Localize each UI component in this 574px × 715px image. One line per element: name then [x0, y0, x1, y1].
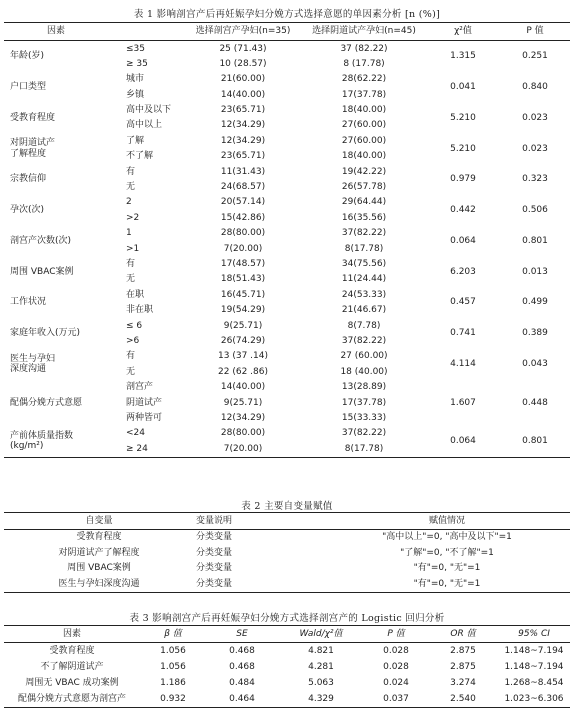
tolac-cell: 11(24.44) [341, 274, 387, 285]
ci-cell: 1.023~6.306 [504, 693, 564, 704]
factor-cell: 剖宫产次数(次) [10, 235, 72, 246]
table-row [4, 133, 570, 148]
p-cell: 0.037 [383, 693, 409, 704]
table3-header-row [4, 626, 570, 643]
tolac-cell: 28(62.22) [341, 74, 387, 85]
sub-cell: 阴道试产 [126, 397, 163, 408]
sub-cell: ≥ 24 [126, 443, 148, 454]
table-row [4, 226, 570, 241]
cesarean-cell: 11(31.43) [220, 166, 266, 177]
tolac-cell: 24(53.33) [341, 289, 387, 300]
ci-cell: 1.148~7.194 [504, 645, 564, 656]
chi-cell: 0.064 [450, 235, 476, 246]
sub-cell: ≤35 [126, 43, 145, 54]
p-cell: 0.499 [522, 297, 548, 308]
table3-header-ci: 95% CI [518, 628, 550, 639]
assignment-cell: "有"=0, "无"=1 [413, 563, 481, 574]
table1-header-row [4, 23, 570, 41]
sub-cell: 有 [126, 258, 136, 269]
chi-cell: 0.041 [450, 82, 476, 92]
sub-cell: 1 [126, 228, 132, 239]
p-cell: 0.023 [522, 112, 548, 123]
factor-cell: 不了解阴道试产 [40, 661, 104, 672]
table1-header-cesarean: 选择剖宫产孕妇(n=35) [195, 26, 291, 37]
wald-cell: 5.063 [308, 677, 334, 688]
p-cell: 0.323 [522, 174, 548, 185]
sub-cell: 不了解 [126, 151, 154, 162]
tolac-cell: 34(75.56) [341, 258, 387, 269]
sub-cell: 高中以上 [126, 120, 163, 131]
tolac-cell: 27 (60.00) [340, 351, 388, 362]
sub-cell: 无 [126, 182, 136, 193]
se-cell: 0.484 [229, 677, 255, 688]
table1-header-p: P 值 [526, 26, 544, 37]
or-cell: 3.274 [450, 677, 476, 688]
cesarean-cell: 20(57.14) [220, 197, 266, 208]
cesarean-cell: 12(34.29) [220, 120, 266, 131]
cesarean-cell: 28(80.00) [220, 228, 266, 239]
cesarean-cell: 22 (62 .86) [218, 366, 268, 377]
sub-cell: >6 [126, 335, 140, 346]
chi-cell: 1.315 [450, 51, 476, 62]
p-cell: 0.801 [522, 435, 548, 446]
or-cell: 2.875 [450, 645, 476, 656]
cesarean-cell: 12(34.29) [220, 412, 266, 423]
factor-cell: 周围无 VBAC 成功案例 [25, 677, 119, 688]
tolac-cell: 37 (82.22) [340, 43, 388, 54]
p-cell: 0.801 [522, 235, 548, 246]
sub-cell: 有 [126, 351, 136, 362]
tolac-cell: 17(37.78) [341, 89, 387, 100]
table-row [4, 103, 570, 118]
tolac-cell: 26(57.78) [341, 182, 387, 193]
tolac-cell: 8(17.78) [344, 243, 384, 254]
variable-cell: 医生与孕妇深度沟通 [58, 579, 140, 589]
chi-cell: 6.203 [450, 266, 476, 277]
sub-cell: 两种皆可 [126, 412, 163, 423]
cesarean-cell: 7(20.00) [223, 243, 263, 254]
tolac-cell: 17(37.78) [341, 397, 387, 408]
table3-header-p: P 值 [387, 628, 405, 639]
table-row [4, 72, 570, 87]
ci-cell: 1.268~8.454 [504, 677, 564, 688]
sub-cell: 有 [126, 166, 136, 177]
factor-cell: 宗教信仰 [10, 174, 47, 185]
p-cell: 0.028 [383, 645, 409, 656]
tolac-cell: 27(60.00) [341, 120, 387, 131]
table1-header-chi: χ²值 [454, 26, 472, 37]
tolac-cell: 37(82.22) [341, 428, 387, 439]
tolac-cell: 8(17.78) [344, 443, 384, 454]
tolac-cell: 18(40.00) [341, 105, 387, 116]
tolac-cell: 37(82.22) [341, 228, 387, 239]
tolac-cell: 29(64.44) [341, 197, 387, 208]
table-row [4, 380, 570, 395]
assignment-cell: "了解"=0, "不了解"=1 [400, 547, 494, 558]
table-row [4, 643, 570, 660]
sub-cell: 乡镇 [126, 89, 145, 100]
p-cell: 0.840 [522, 82, 548, 92]
tolac-cell: 19(42.22) [341, 166, 387, 177]
table-row [4, 691, 570, 708]
tolac-cell: 13(28.89) [341, 382, 387, 393]
tolac-cell: 8 (17.78) [343, 58, 385, 69]
cesarean-cell: 18(51.43) [220, 274, 266, 285]
cesarean-cell: 26(74.29) [220, 335, 266, 346]
sub-cell: 2 [126, 197, 132, 208]
factor-cell [4, 133, 108, 164]
factor-line: 医生与孕妇 [10, 353, 56, 364]
table2-caption: 表 2 主要自变量赋值 [241, 501, 333, 512]
wald-cell: 4.821 [308, 645, 334, 656]
cesarean-cell: 21(60.00) [220, 74, 266, 85]
table3-caption: 表 3 影响剖宫产后再妊娠孕妇分娩方式选择剖宫产的 Logistic 回归分析 [129, 613, 445, 624]
table1-header-factor: 因素 [46, 26, 65, 37]
table1-caption: 表 1 影响剖宫产后再妊娠孕妇分娩方式选择意愿的单因素分析 [n (%)] [133, 9, 441, 20]
tolac-cell: 15(33.33) [341, 412, 387, 423]
table3 [4, 625, 570, 708]
factor-cell: 配偶分娩方式意愿 [10, 397, 83, 408]
factor-cell: 户口类型 [10, 82, 47, 92]
table-row [4, 349, 570, 364]
wald-cell: 4.281 [308, 661, 334, 672]
table-row [4, 318, 570, 333]
table1-body [4, 41, 570, 458]
cesarean-cell: 15(42.86) [220, 212, 266, 223]
sub-cell: 无 [126, 366, 136, 377]
sub-cell: 了解 [126, 135, 145, 146]
table-row [4, 287, 570, 302]
sub-cell: 非在职 [126, 305, 154, 316]
table-row [4, 529, 570, 545]
cesarean-cell: 17(48.57) [220, 258, 266, 269]
table-row [4, 426, 570, 441]
cesarean-cell: 19(54.29) [220, 305, 266, 316]
sub-cell: >1 [126, 243, 140, 254]
table1 [4, 22, 570, 458]
table2-body [4, 529, 570, 592]
factor-cell: 受教育程度 [49, 645, 95, 656]
cesarean-cell: 25 (71.43) [219, 43, 267, 54]
table3-body [4, 643, 570, 708]
p-cell: 0.024 [383, 677, 409, 688]
cesarean-cell: 14(40.00) [220, 89, 266, 100]
variable-cell: 周围 VBAC案例 [67, 563, 131, 574]
table-row [4, 675, 570, 691]
sub-cell: <24 [126, 428, 145, 439]
se-cell: 0.464 [229, 693, 255, 704]
cesarean-cell: 16(45.71) [220, 289, 266, 300]
factor-cell: 周围 VBAC案例 [10, 266, 74, 277]
table-row [4, 659, 570, 675]
beta-cell: 1.186 [160, 677, 186, 688]
tolac-cell: 21(46.67) [341, 305, 387, 316]
or-cell: 2.540 [450, 693, 476, 704]
tolac-cell: 18(40.00) [341, 151, 387, 162]
table2-header-row [4, 513, 570, 530]
description-cell: 分类变量 [196, 547, 233, 558]
cesarean-cell: 9(25.71) [223, 397, 263, 408]
variable-cell: 受教育程度 [76, 532, 122, 543]
description-cell: 分类变量 [196, 532, 233, 543]
chi-cell: 0.457 [450, 297, 476, 308]
sub-cell: >2 [126, 212, 140, 223]
chi-cell: 0.979 [450, 174, 476, 185]
factor-cell: 工作状况 [10, 297, 47, 308]
tolac-cell: 27(60.00) [341, 135, 387, 146]
table3-header-se: SE [236, 628, 248, 639]
chi-cell: 0.064 [450, 435, 476, 446]
factor-cell: 配偶分娩方式意愿为剖宫产 [17, 693, 126, 704]
table-row [4, 561, 570, 577]
table1-header-tolac: 选择阴道试产孕妇(n=45) [312, 26, 416, 37]
table-row [4, 195, 570, 210]
table2 [4, 512, 570, 593]
table2-header-variable: 自变量 [85, 515, 113, 526]
table-row [4, 545, 570, 561]
factor-cell [4, 426, 108, 457]
beta-cell: 1.056 [160, 661, 186, 672]
tolac-cell: 16(35.56) [341, 212, 387, 223]
se-cell: 0.468 [229, 661, 255, 672]
chi-cell: 4.114 [450, 359, 476, 370]
factor-line: 对阴道试产 [10, 138, 56, 149]
factor-line: 深度沟通 [10, 364, 47, 375]
ci-cell: 1.148~7.194 [504, 661, 564, 672]
table3-header-beta: β 值 [164, 628, 182, 639]
cesarean-cell: 14(40.00) [220, 382, 266, 393]
sub-cell: 城市 [126, 74, 145, 85]
description-cell: 分类变量 [196, 579, 233, 589]
wald-cell: 4.329 [308, 693, 334, 704]
cesarean-cell: 12(34.29) [220, 135, 266, 146]
table1-header-sub [108, 23, 184, 41]
factor-line: 产前体质量指数 [10, 430, 74, 441]
chi-cell: 5.210 [450, 112, 476, 123]
cesarean-cell: 23(65.71) [220, 105, 266, 116]
cesarean-cell: 7(20.00) [223, 443, 263, 454]
beta-cell: 1.056 [160, 645, 186, 656]
factor-cell: 年龄(岁) [10, 51, 45, 62]
assignment-cell: "有"=0, "无"=1 [413, 579, 481, 589]
sub-cell: 无 [126, 274, 136, 285]
table2-header-assignment: 赋值情况 [428, 515, 465, 526]
factor-cell [4, 349, 108, 380]
table3-header-wald: Wald/χ²值 [299, 628, 343, 639]
table-row [4, 41, 570, 57]
or-cell: 2.875 [450, 661, 476, 672]
chi-cell: 5.210 [450, 143, 476, 154]
chi-cell: 0.741 [450, 328, 476, 339]
p-cell: 0.389 [522, 328, 548, 339]
factor-cell: 孕次(次) [10, 205, 45, 216]
sub-cell: 剖宫产 [126, 382, 154, 393]
table-row [4, 576, 570, 592]
sub-cell: ≤ 6 [126, 320, 143, 331]
tolac-cell: 8(7.78) [347, 320, 381, 331]
assignment-cell: "高中以上"=0, "高中及以下"=1 [382, 532, 512, 543]
beta-cell: 0.932 [160, 693, 186, 704]
table-row [4, 256, 570, 271]
cesarean-cell: 10 (28.57) [219, 58, 267, 69]
variable-cell: 对阴道试产了解程度 [58, 547, 140, 558]
factor-line: (kg/m²) [10, 441, 44, 452]
tolac-cell: 18 (40.00) [340, 366, 388, 377]
table-row [4, 164, 570, 179]
factor-cell: 家庭年收入(万元) [10, 328, 81, 339]
tolac-cell: 37(82.22) [341, 335, 387, 346]
p-cell: 0.023 [522, 143, 548, 154]
p-cell: 0.013 [522, 266, 548, 277]
p-cell: 0.251 [522, 51, 548, 62]
chi-cell: 1.607 [450, 397, 476, 408]
p-cell: 0.028 [383, 661, 409, 672]
cesarean-cell: 13 (37 .14) [218, 351, 268, 362]
p-cell: 0.506 [522, 205, 548, 216]
table3-header-or: OR 值 [450, 628, 476, 639]
p-cell: 0.043 [522, 359, 548, 370]
description-cell: 分类变量 [196, 563, 233, 574]
cesarean-cell: 24(68.57) [220, 182, 266, 193]
table2-header-description: 变量说明 [196, 515, 233, 526]
p-cell: 0.448 [522, 397, 548, 408]
factor-line: 了解程度 [10, 148, 47, 159]
cesarean-cell: 9(25.71) [223, 320, 263, 331]
se-cell: 0.468 [229, 645, 255, 656]
sub-cell: 在职 [126, 289, 145, 300]
sub-cell: ≥ 35 [126, 58, 148, 69]
cesarean-cell: 23(65.71) [220, 151, 266, 162]
sub-cell: 高中及以下 [126, 105, 172, 116]
factor-cell: 受教育程度 [10, 112, 56, 123]
cesarean-cell: 28(80.00) [220, 428, 266, 439]
table3-header-factor: 因素 [62, 628, 81, 639]
chi-cell: 0.442 [450, 205, 476, 216]
